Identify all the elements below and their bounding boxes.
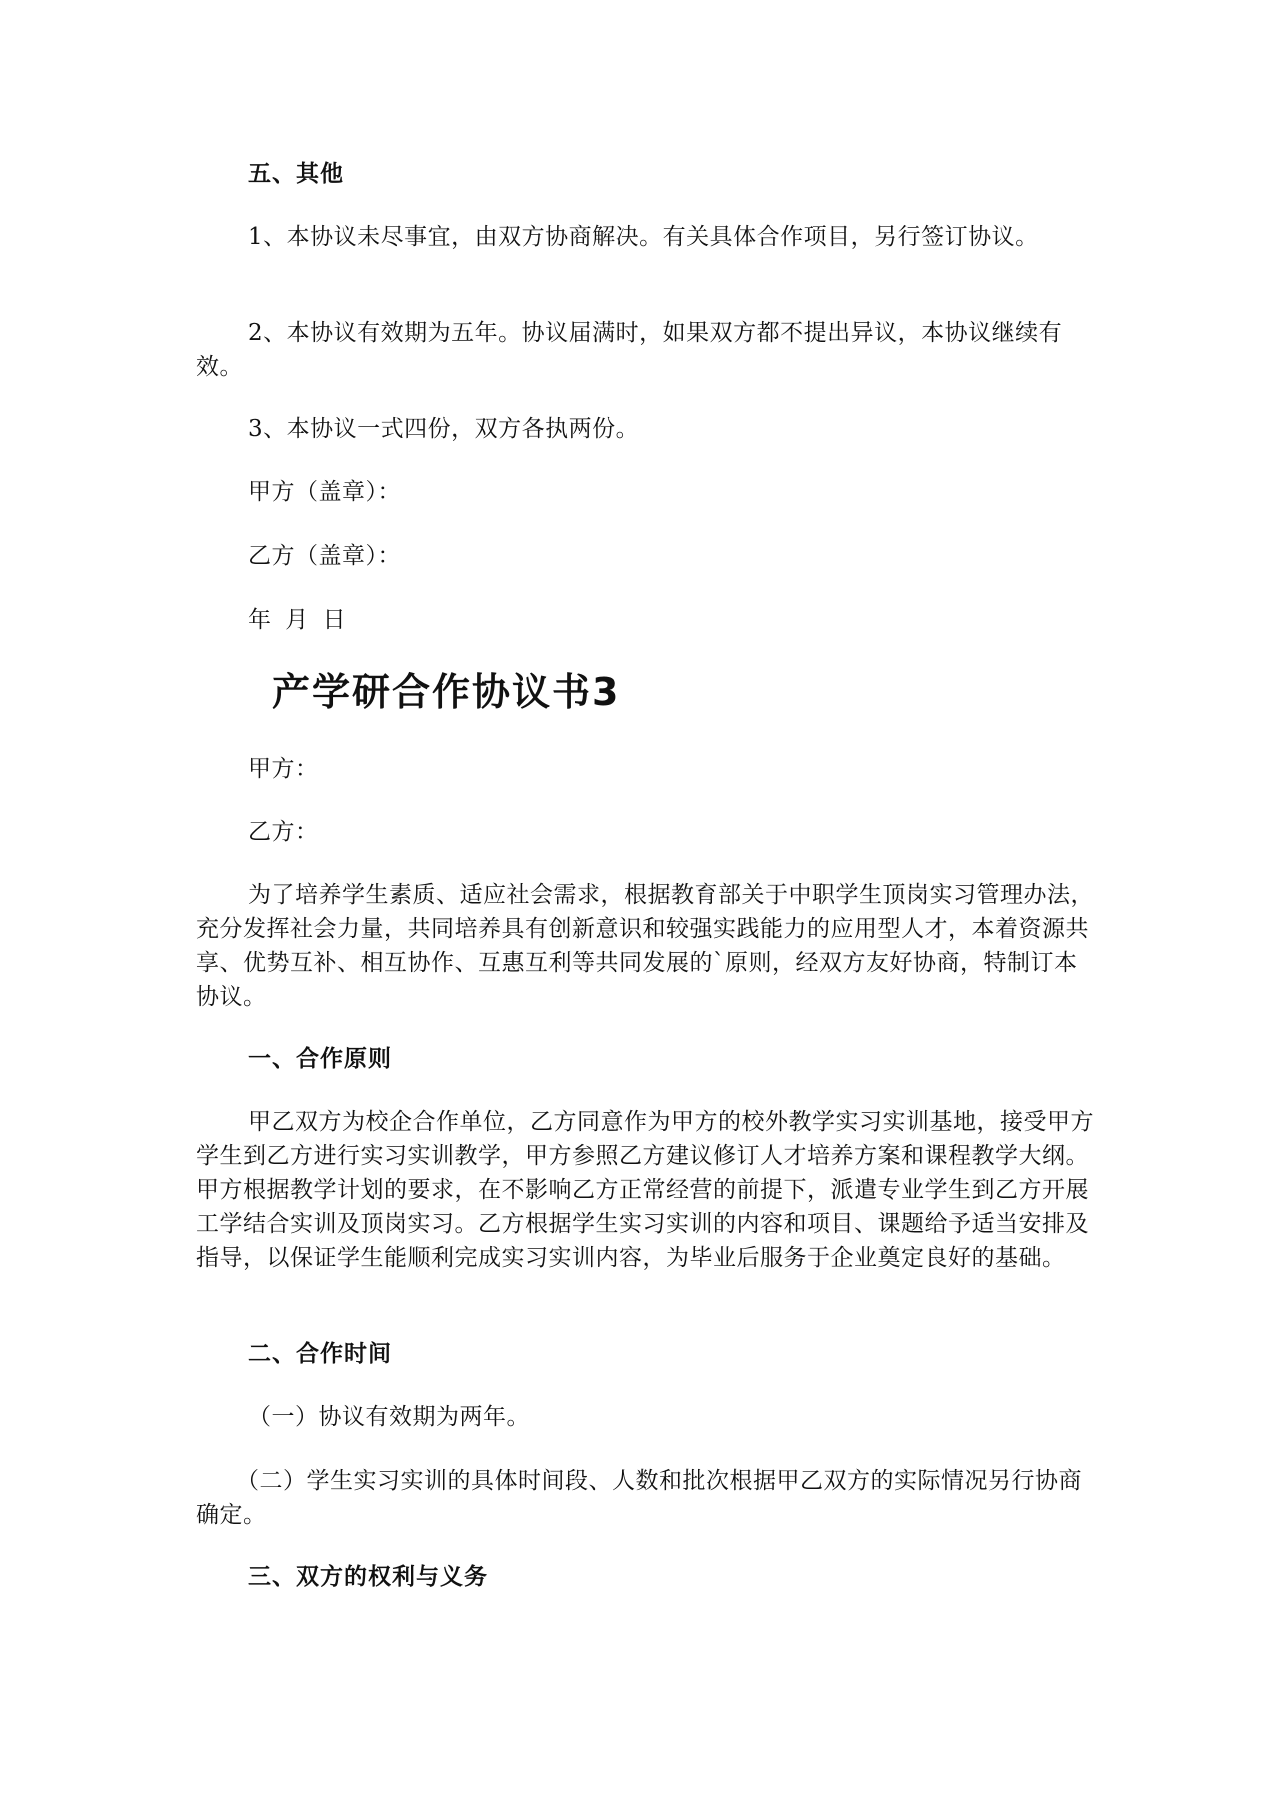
party-a-line: 甲方：: [248, 756, 319, 782]
clause-1: 1、本协议未尽事宜，由双方协商解决。有关具体合作项目，另行签订协议。: [248, 224, 1039, 250]
clause-3: 3、本协议一式四份，双方各执两份。: [248, 416, 640, 442]
section-heading-cooperation-time: 二、合作时间: [248, 1341, 392, 1367]
party-b-seal-line: 乙方（盖章）：: [248, 543, 401, 569]
time-item-2: （二）学生实习实训的具体时间段、人数和批次根据甲乙双方的实际情况另行协商确定。: [196, 1468, 1082, 1528]
preamble-paragraph: 为了培养学生素质、适应社会需求，根据教育部关于中职学生顶岗实习管理办法，充分发挥社会力量，共同培养具有创新意识和较强实践能力的应用型人才，本着资源共享、优势互补、相互协作、互惠互利等共同发展的`原则，经双方友好协商，特制订本协议。: [196, 882, 1094, 1010]
section-heading-cooperation-principle: 一、合作原则: [248, 1046, 392, 1072]
time-item-1: （一）协议有效期为两年。: [248, 1404, 530, 1430]
agreement-title: 产学研合作协议书3: [272, 670, 621, 714]
party-b-line: 乙方：: [248, 819, 319, 845]
party-a-seal-line: 甲方（盖章）：: [248, 479, 401, 505]
section-heading-other: 五、其他: [248, 161, 344, 187]
section-heading-rights-obligations: 三、双方的权利与义务: [248, 1564, 488, 1590]
cooperation-principle-body: 甲乙双方为校企合作单位，乙方同意作为甲方的校外教学实习实训基地，接受甲方学生到乙方进行实习实训教学，甲方参照乙方建议修订人才培养方案和课程教学大纲。甲方根据教学计划的要求，在不影响乙方正常经营的前提下，派遣专业学生到乙方开展工学结合实训及顶岗实习。乙方根据学生实习实训的内容和项目、课题给予适当安排及指导，以保证学生能顺利完成实习实训内容，为毕业后服务于企业奠定良好的基础。: [196, 1109, 1094, 1271]
date-line: 年 月 日: [248, 607, 347, 633]
clause-2: 2、本协议有效期为五年。协议届满时，如果双方都不提出异议，本协议继续有效。: [196, 320, 1063, 380]
